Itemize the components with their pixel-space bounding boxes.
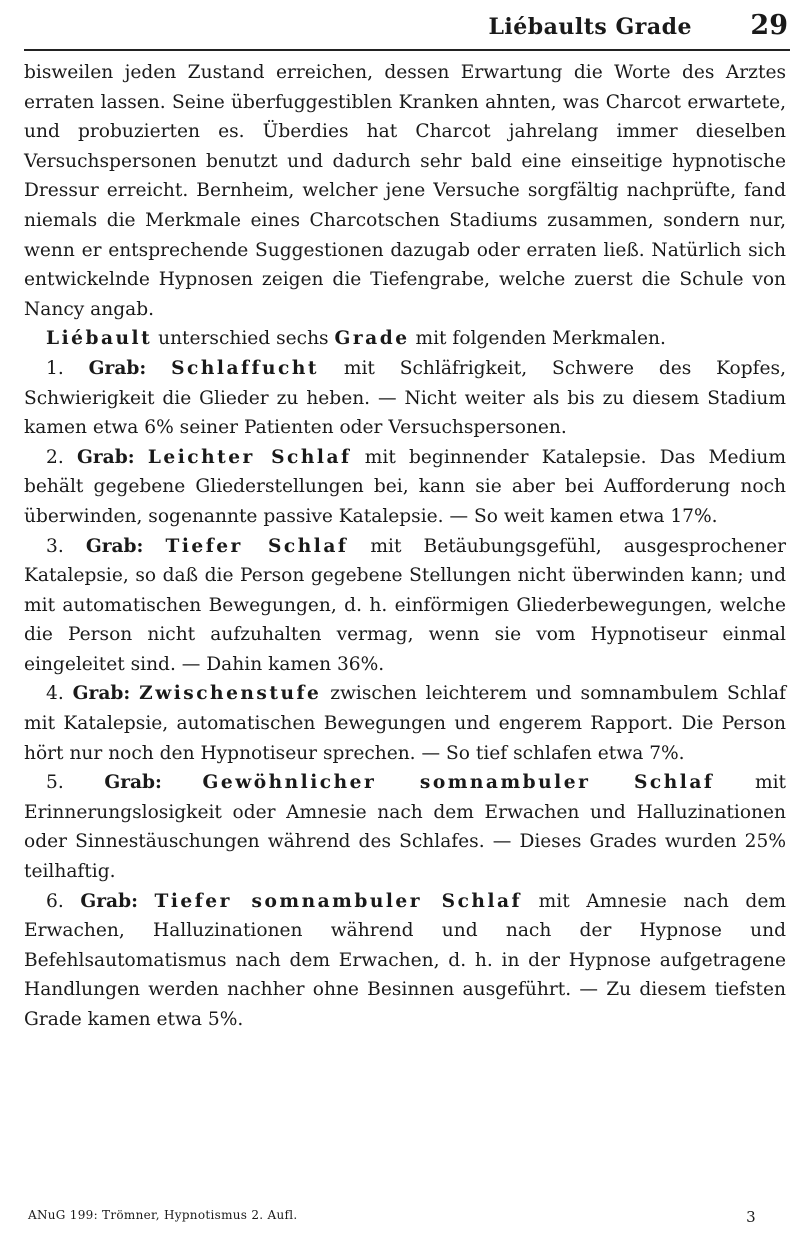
stage-description: mit Betäubungsgefühl, ausgesprochener Katalepsie, so daß die Person gegebene Stellungen nicht überwinden kann; und mit automatischen Bewegungen, d. h. einförmigen Gliederbewegungen, welche die Person nicht aufzuhalten vermag, wenn sie vom Hypnotiseur einmal eingeleitet sind. — Dahin kamen 36%. [24,535,786,675]
stage-label: Grab: [80,890,138,912]
stage-label: Grab: [88,357,147,379]
stage-number: 6. [46,890,64,912]
stage-description: mit beginnender Katalepsie. Das Medium behält gegebene Gliederstellungen bei, kann sie aber bei Aufforderung noch überwinden, sogenannte passive Katalepsie. — So weit kamen etwa 17%. [24,446,787,527]
lead-tail: mit folgenden Merkmalen. [409,328,666,350]
stage-label: Grab: [85,535,144,557]
stage-item [24,532,786,680]
stage-description: zwischen leichterem und somnambulem Schlaf mit Katalepsie, automatischen Bewegungen und engerem Rapport. Die Person hört nur noch den Hypnotiseur sprechen. — So tief schlafen etwa 7%. [24,683,786,764]
stage-name: Tiefer somnambuler Schlaf [154,890,523,912]
stage-item [24,443,786,532]
stage-description: mit Amnesie nach dem Erwachen, Halluzinationen während und nach der Hypnose und Befehlsautomatismus nach dem Erwachen, d. h. in der Hypnose aufgetragene Handlungen werden nachher ohne Besinnen ausgeführt. — Zu diesem tiefsten Grade kamen etwa 5%. [24,890,786,1030]
intro-paragraph: bisweilen jeden Zustand erreichen, dessen Erwartung die Worte des Arztes erraten lassen. Seine überfuggestiblen Kranken ahnten, was Charcot erwartete, und probuzierten es. Überdies hat Charcot jahrelang immer dieselben Versuchspersonen benutzt und dadurch sehr bald eine einseitige hypnotische Dressur erreicht. Bernheim, welcher jene Versuche sorgfältig nachprüfte, fand niemals die Merkmale eines Charcotschen Stadiums zusammen, sondern nur, wenn er entsprechende Suggestionen dazugab oder erraten ließ. Natürlich sich entwickelnde Hypnosen zeigen die Tiefengrabe, welche zuerst die Schule von Nancy angab. [24,62,786,320]
stage-item [24,679,786,768]
stage-label: Grab: [72,683,131,705]
stage-item [24,768,786,886]
page-footer [28,1208,786,1232]
stage-number: 4. [46,683,64,705]
stage-number: 5. [46,772,64,794]
running-title: Liébaults Grade [488,14,692,40]
lead-text: unterschied sechs [152,328,335,350]
stage-item [24,887,786,1035]
signature-mark: 3 [746,1208,756,1226]
body-text [24,58,786,1035]
author-name: Liébault [46,328,153,350]
stage-description: mit Erinnerungslosigkeit oder Amnesie nach dem Erwachen und Halluzinationen oder Sinnestäuschungen während des Schlafes. — Dieses Grades wurden 25% teilhaftig. [24,772,786,883]
stage-number: 2. [46,446,64,468]
stage-name: Zwischenstufe [139,683,322,705]
stage-name: Schlaffucht [171,357,319,379]
stage-name: Tiefer Schlaf [165,535,349,557]
stage-name: Leichter Schlaf [147,446,352,468]
stage-number: 1. [46,357,64,379]
page-number: 29 [750,10,788,41]
stage-item [24,354,786,443]
lead-paragraph [24,324,786,354]
imprint-line: ANuG 199: Trömner, Hypnotismus 2. Aufl. [28,1208,298,1222]
stage-label: Grab: [76,446,135,468]
page-header [0,0,800,58]
header-rule [24,49,790,51]
stage-name: Gewöhnlicher somnambuler Schlaf [202,772,715,794]
stage-description: mit Schläfrigkeit, Schwere des Kopfes, Schwierigkeit die Glieder zu heben. — Nicht weiter als bis zu diesem Stadium kamen etwa 6% seiner Patienten oder Versuchspersonen. [24,357,786,439]
stage-label: Grab: [104,772,162,794]
stage-number: 3. [46,535,64,557]
lead-grade-word: Grade [334,328,410,350]
